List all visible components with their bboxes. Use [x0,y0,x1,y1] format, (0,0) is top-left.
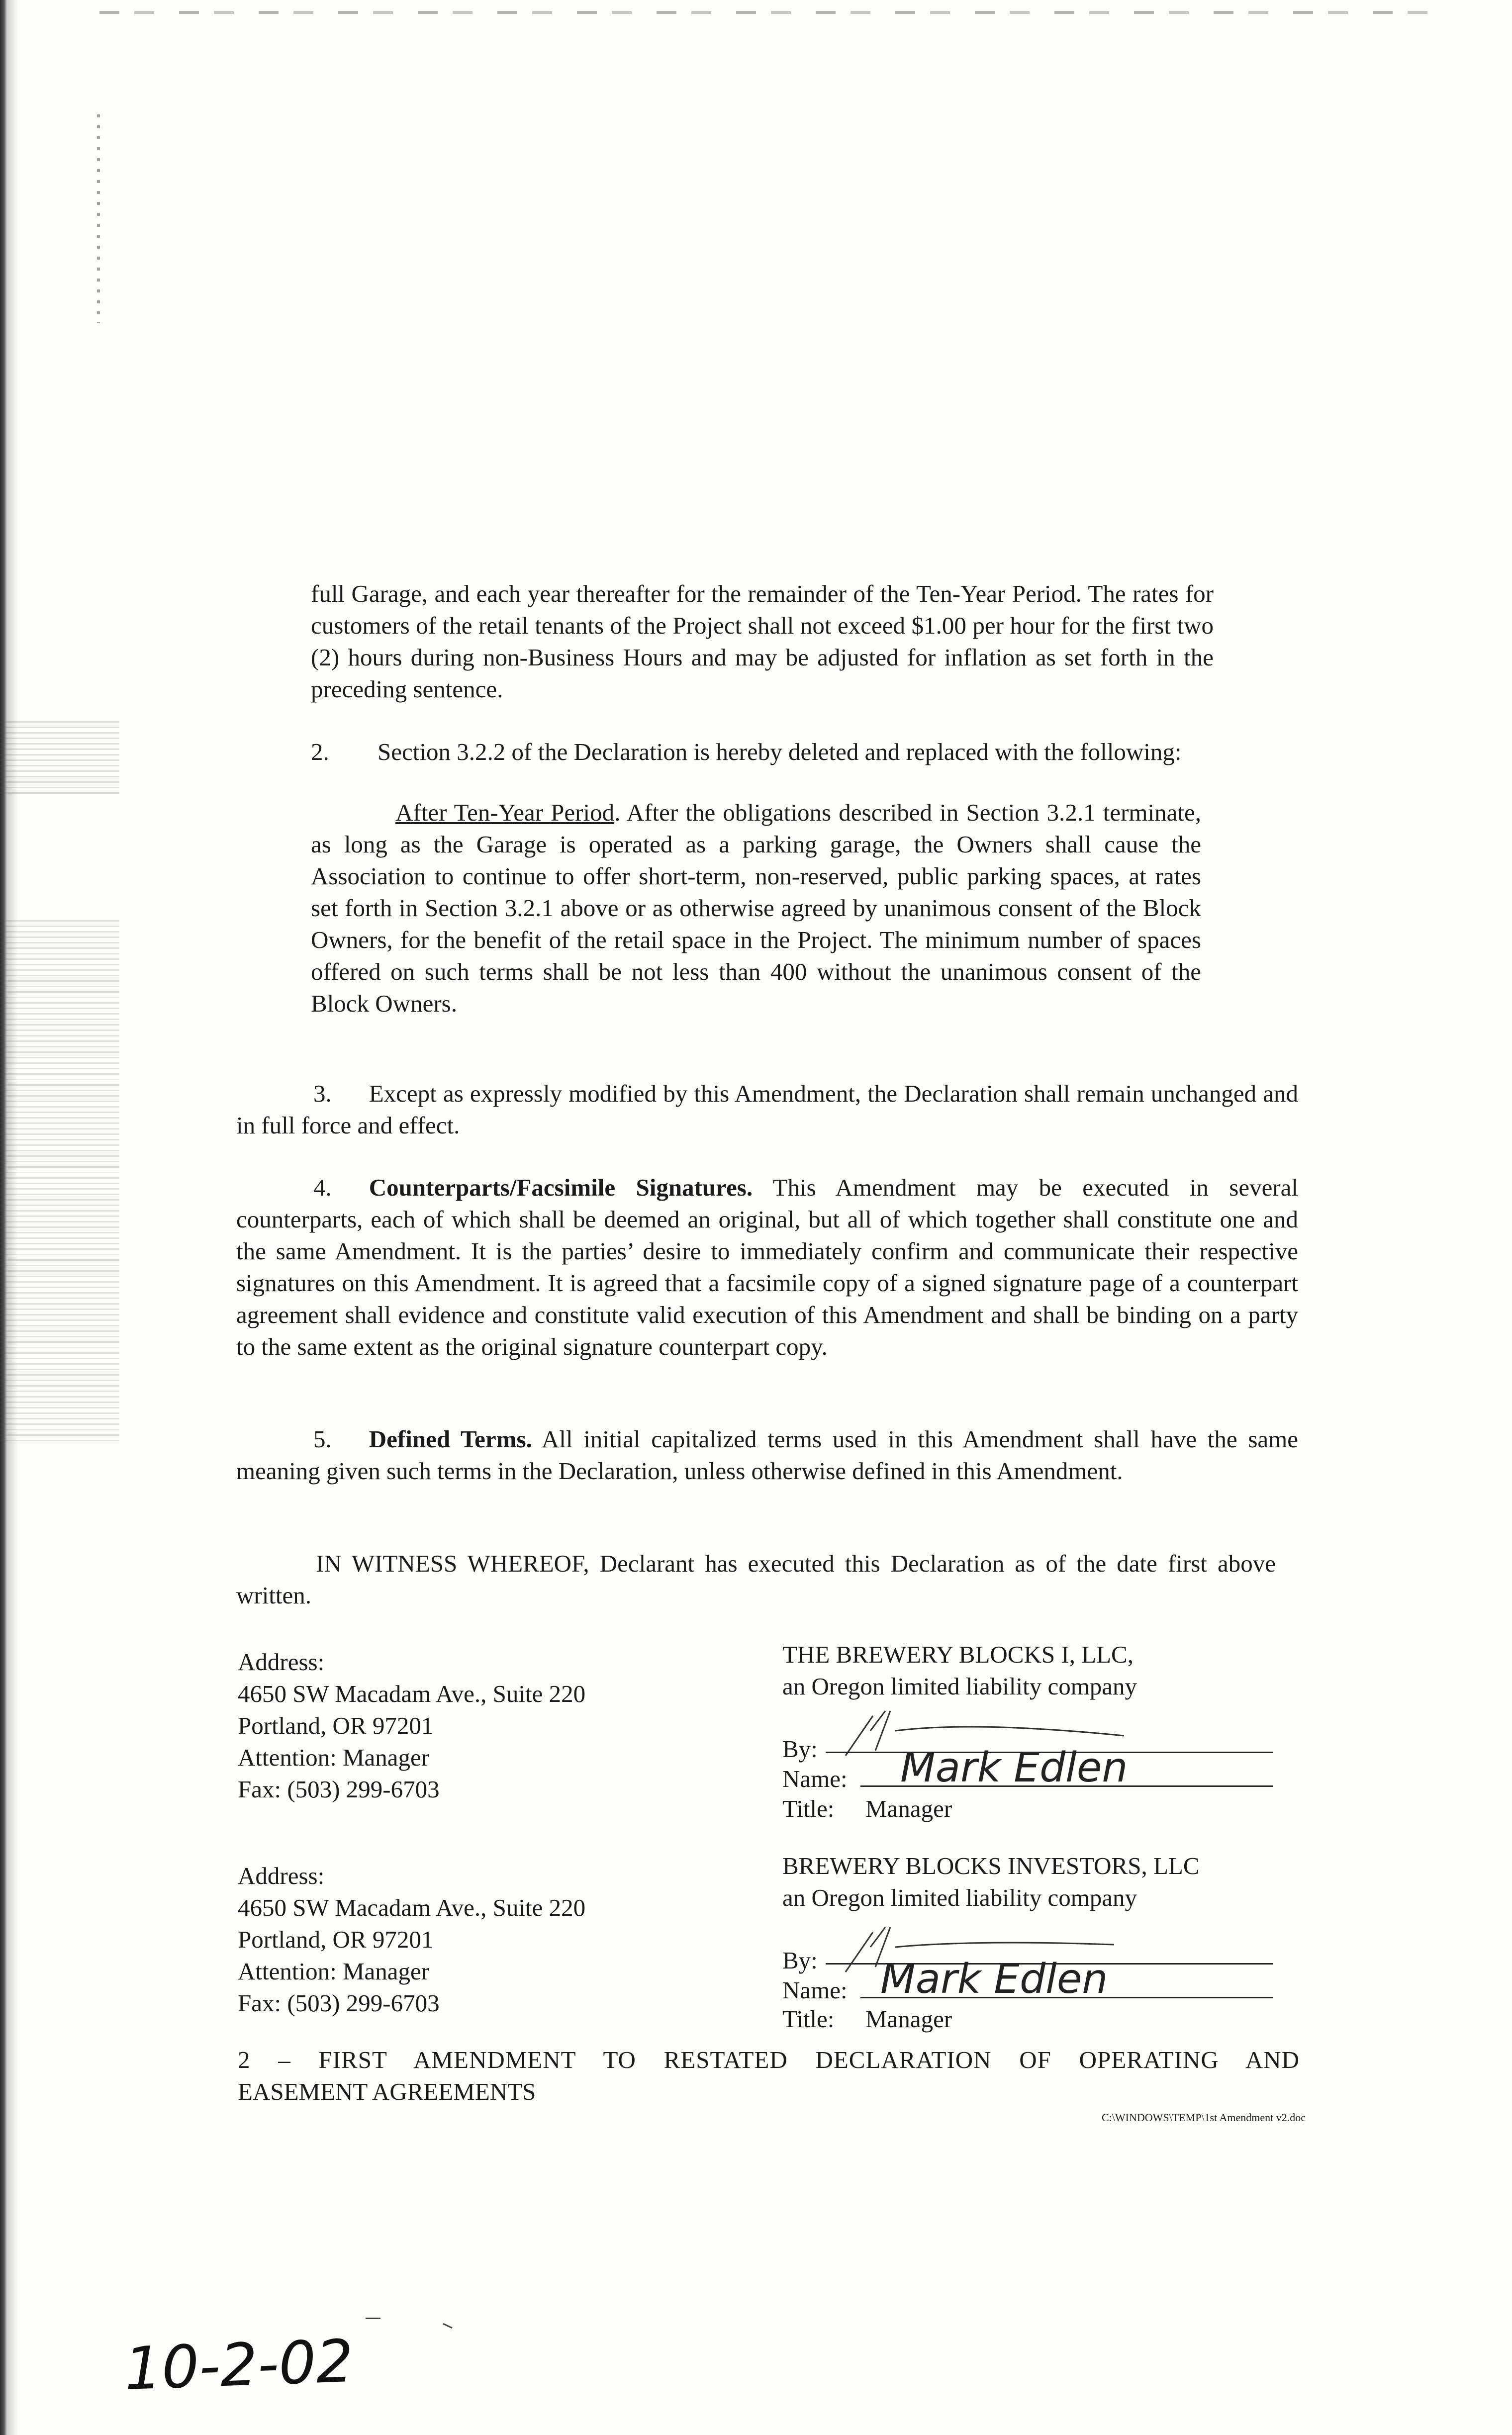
company-description: an Oregon limited liability company [782,1884,1137,1911]
scan-noise [0,920,119,1442]
by-label: By: [782,1947,818,1974]
address-label: Address: [238,1648,325,1676]
address-line: Portland, OR 97201 [238,1926,434,1953]
address-line: Portland, OR 97201 [238,1712,434,1739]
company-name: THE BREWERY BLOCKS I, LLC, [782,1641,1134,1668]
witness-paragraph: IN WITNESS WHEREOF, Declarant has executed this Declaration as of the date first above written. [236,1550,1276,1609]
signed-name: Mark Edlen [900,1744,1128,1791]
section-number: 2. [311,738,329,765]
footer-title-line: 2 – FIRST AMENDMENT TO RESTATED DECLARATION OF OPERATING AND [238,2046,1300,2073]
fax-line: Fax: (503) 299-6703 [238,1776,440,1803]
address-line: 4650 SW Macadam Ave., Suite 220 [238,1894,586,1921]
section-number: 3. [313,1080,332,1107]
continuation-paragraph: full Garage, and each year thereafter for the remainder of the Ten-Year Period. The rates for customers of the retail tenants of the Project shall not exceed $1.00 per hour for the first two (2) hours during non-Business Hours and may be adjusted for inflation as set forth in the preceding sentence. [311,580,1214,703]
scan-noise [0,721,119,796]
after-ten-year-text: . After the obligations described in Section 3.2.1 terminate, as long as the Garage is operated as a parking garage, the Owners shall cause the Association to continue to offer short-term, non-reserved, public parking spaces, at rates set forth in Section 3.2.1 above or as otherwise agreed by unanimous consent of the Block Owners, for the benefit of the retail space in the Project. The minimum number of spaces offered on such terms shall be not less than 400 without the unanimous consent of the Block Owners. [311,799,1201,1017]
pen-mark [443,2323,452,2329]
title-value: Manager [865,2005,952,2033]
section-3 [236,1078,1298,1141]
footer-title-line: EASEMENT AGREEMENTS [238,2078,536,2105]
by-label: By: [782,1735,818,1763]
attention-line: Attention: Manager [238,1744,430,1771]
section-text: Except as expressly modified by this Amendment, the Declaration shall remain unchanged and in full force and effect. [236,1080,1298,1139]
address-label: Address: [238,1862,325,1889]
signed-name: Mark Edlen [880,1956,1108,2003]
section-text: This Amendment may be executed in several counterparts, each of which shall be deemed an original, but all of which together shall constitute one and the same Amendment. It is the parties’ desire to immediately confirm and communicate their respective signatures on this Amendment. It is agreed that a facsimile copy of a signed signature page of a counterpart agreement shall evidence and constitute valid execution of this Amendment and shall be binding on a party to the same extent as the original signature counterpart copy. [236,1174,1298,1360]
name-label: Name: [782,1765,848,1792]
file-path: C:\WINDOWS\TEMP\1st Amendment v2.doc [1102,2111,1306,2124]
fax-line: Fax: (503) 299-6703 [238,1989,440,2017]
name-line [860,1997,1273,1998]
section-number: 5. [313,1425,332,1453]
title-value: Manager [865,1795,952,1822]
address-line: 4650 SW Macadam Ave., Suite 220 [238,1680,586,1707]
company-description: an Oregon limited liability company [782,1673,1137,1700]
footer-title [238,2044,1300,2108]
section-5 [236,1423,1298,1487]
section-number: 4. [313,1174,332,1201]
address-block [238,1860,685,2019]
section-2 [311,736,1298,768]
scan-noise [97,114,100,323]
address-block [238,1646,685,1805]
signatory-block [782,1850,1280,1914]
section-text: Section 3.2.2 of the Declaration is hereby deleted and replaced with the following: [378,738,1182,765]
section-4 [236,1172,1298,1363]
after-ten-year-heading: After Ten-Year Period [395,799,615,826]
after-ten-year-paragraph [311,797,1201,1020]
section-heading: Counterparts/Facsimile Signatures. [369,1174,753,1201]
name-label: Name: [782,1976,848,2004]
title-label: Title: [782,1795,835,1822]
title-label: Title: [782,2005,835,2033]
scan-top-noise [99,11,1442,14]
company-name: BREWERY BLOCKS INVESTORS, LLC [782,1852,1200,1879]
section-heading: Defined Terms. [369,1425,532,1453]
handwritten-date: 10-2-02 [123,2327,355,2403]
attention-line: Attention: Manager [238,1958,430,1985]
name-line [860,1785,1273,1787]
pen-mark [366,2318,380,2319]
section-text: All initial capitalized terms used in this Amendment shall have the same meaning given such terms in the Declaration, unless otherwise defined in this Amendment. [236,1425,1299,1485]
signatory-block [782,1639,1280,1702]
